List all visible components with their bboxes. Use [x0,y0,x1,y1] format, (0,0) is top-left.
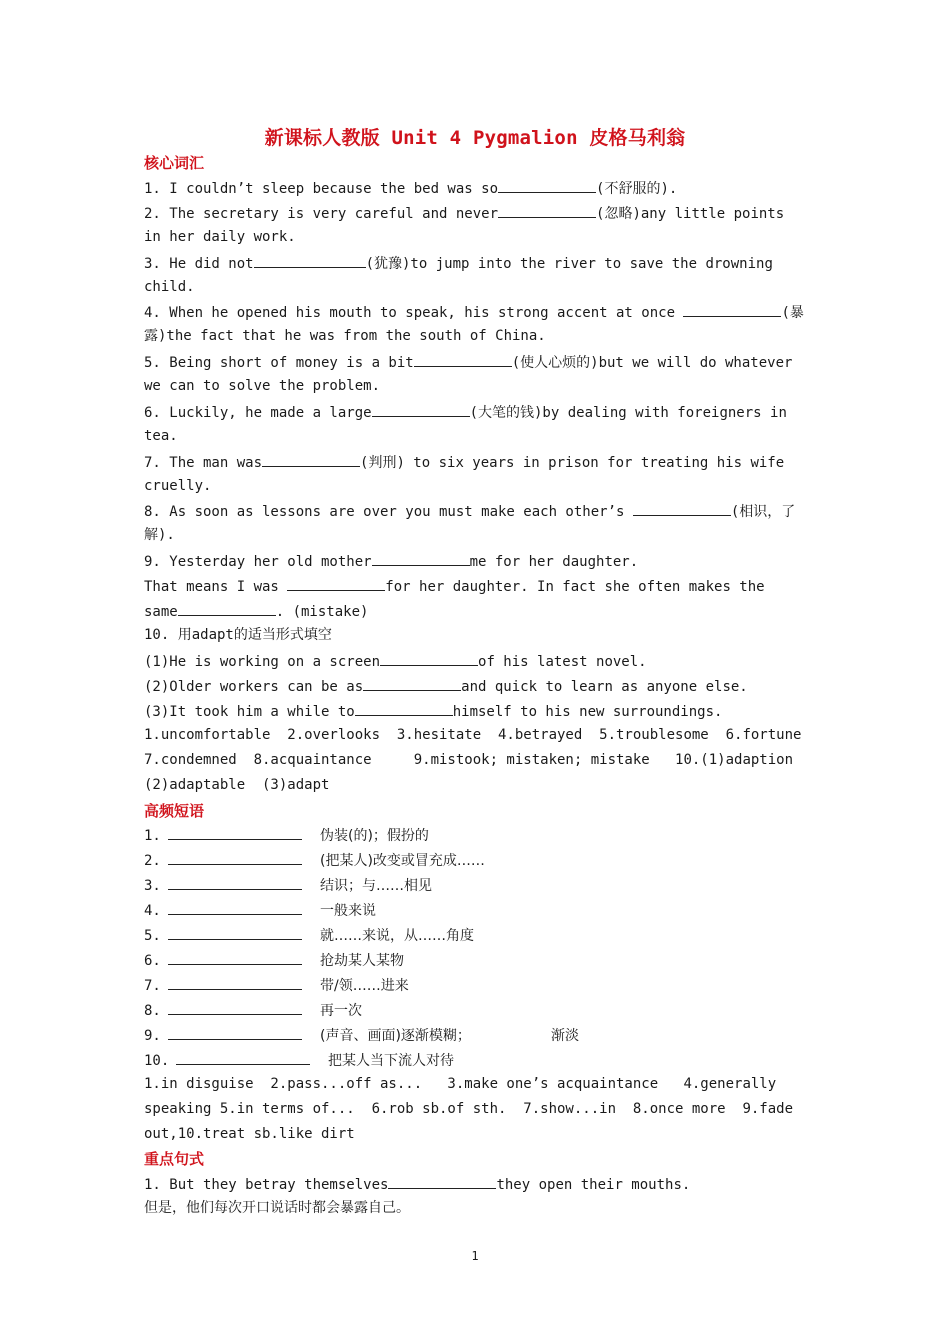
phrase-number: 3. [144,878,161,894]
phrase-item [144,875,844,895]
vocab-q8-cont: 解). [144,527,175,543]
phrase-item [144,825,844,845]
phrase-item [144,1050,844,1070]
phrase-item [144,1025,844,1045]
answer-blank[interactable] [363,676,461,691]
answer-blank[interactable] [168,875,302,890]
answer-blank[interactable] [287,576,385,591]
answer-blank[interactable] [168,850,302,865]
phrase-number: 4. [144,903,161,919]
answer-blank[interactable] [380,651,478,666]
vocab-q5: 5. Being short of money is a bit (使人心烦的)but we will do whatever [144,352,806,372]
answer-blank[interactable] [168,900,302,915]
answer-blank[interactable] [168,1000,302,1015]
phrase-meaning: 带/领……进来 [320,978,409,994]
phrase-number: 2. [144,853,161,869]
vocab-q10-3: (3)It took him a while to himself to his new surroundings. [144,701,806,721]
answer-blank[interactable] [683,302,781,317]
phrase-item [144,1000,844,1020]
phrase-number: 9. [144,1028,161,1044]
answer-blank[interactable] [633,501,731,516]
answer-blank[interactable] [178,601,276,616]
page-title: 新课标人教版 Unit 4 Pygmalion 皮格马利翁 [264,127,686,149]
section-heading-vocab: 核心词汇 [144,154,205,172]
vocab-q3-cont: child. [144,279,195,295]
phrase-meaning: 抢劫某人某物 [320,953,404,969]
answer-blank[interactable] [168,925,302,940]
phrase-item [144,975,844,995]
answer-blank[interactable] [262,452,360,467]
phrase-number: 5. [144,928,161,944]
vocab-q9-line3: same . (mistake) [144,601,806,621]
phrase-meaning: 就……来说，从……角度 [320,928,474,944]
phrase-meaning: 结识；与……相见 [320,878,432,894]
vocab-answers-1: 1.uncomfortable 2.overlooks 3.hesitate 4.betrayed 5.troublesome 6.fortune [144,727,802,743]
answer-blank[interactable] [168,1025,302,1040]
phrase-meaning: (把某人)改变或冒充成…… [320,853,485,869]
phrase-number: 6. [144,953,161,969]
vocab-q6: 6. Luckily, he made a large (大笔的钱)by dealing with foreigners in [144,402,806,422]
answer-blank[interactable] [168,975,302,990]
vocab-answers-3: (2)adaptable (3)adapt [144,777,330,793]
phrase-answers-3: out,10.treat sb.like dirt [144,1126,355,1142]
page-number: 1 [471,1249,479,1263]
phrase-item [144,850,844,870]
sentence-1-translation: 但是，他们每次开口说话时都会暴露自己。 [144,1200,410,1216]
phrase-number: 10. [144,1053,170,1069]
vocab-q10: 10. 用adapt的适当形式填空 [144,627,332,643]
vocab-q9: 9. Yesterday her old mother me for her daughter. [144,551,806,571]
phrase-meaning: 一般来说 [320,903,376,919]
answer-blank[interactable] [254,253,366,268]
answer-blank[interactable] [372,551,470,566]
answer-blank[interactable] [498,203,596,218]
vocab-q10-2: (2)Older workers can be as and quick to learn as anyone else. [144,676,806,696]
vocab-answers-2: 7.condemned 8.acquaintance 9.mistook; mistaken; mistake 10.(1)adaption [144,752,794,768]
vocab-q7-cont: cruelly. [144,478,212,494]
vocab-q2-cont: in her daily work. [144,229,296,245]
vocab-q6-cont: tea. [144,428,178,444]
answer-blank[interactable] [176,1050,310,1065]
vocab-q2: 2. The secretary is very careful and never (忽略)any little points [144,203,806,223]
answer-blank[interactable] [168,950,302,965]
phrase-item [144,925,844,945]
vocab-q3: 3. He did not (犹豫)to jump into the river to save the drowning [144,253,806,273]
answer-blank[interactable] [372,402,470,417]
phrase-answers-2: speaking 5.in terms of... 6.rob sb.of sth. 7.show...in 8.once more 9.fade [144,1101,794,1117]
vocab-q4: 4. When he opened his mouth to speak, his strong accent at once (暴 [144,302,806,322]
vocab-q1: 1. I couldn’t sleep because the bed was so (不舒服的). [144,178,806,198]
phrase-meaning: 再一次 [320,1003,362,1019]
section-heading-sentences: 重点句式 [144,1150,205,1168]
answer-blank[interactable] [168,825,302,840]
vocab-q5-cont: we can to solve the problem. [144,378,381,394]
phrase-number: 1. [144,828,161,844]
phrase-item [144,950,844,970]
phrase-meaning: 伪装(的)；假扮的 [320,828,429,844]
sentence-1: 1. But they betray themselves they open their mouths. [144,1174,806,1194]
phrase-number: 7. [144,978,161,994]
answer-blank[interactable] [388,1174,496,1189]
phrase-meaning: (声音、画面)逐渐模糊； 渐淡 [320,1028,580,1044]
answer-blank[interactable] [498,178,596,193]
phrase-number: 8. [144,1003,161,1019]
vocab-q4-cont: 露)the fact that he was from the south of China. [144,328,546,344]
phrase-answers-1: 1.in disguise 2.pass...off as... 3.make one’s acquaintance 4.generally [144,1076,777,1092]
vocab-q9-line2: That means I was for her daughter. In fact she often makes the [144,576,806,596]
vocab-q10-1: (1)He is working on a screen of his latest novel. [144,651,806,671]
answer-blank[interactable] [355,701,453,716]
vocab-q7: 7. The man was (判刑) to six years in prison for treating his wife [144,452,806,472]
vocab-q8: 8. As soon as lessons are over you must make each other’s (相识，了 [144,501,806,521]
answer-blank[interactable] [414,352,512,367]
phrase-item [144,900,844,920]
phrase-meaning: 把某人当下流人对待 [328,1053,454,1069]
section-heading-phrases: 高频短语 [144,802,205,820]
